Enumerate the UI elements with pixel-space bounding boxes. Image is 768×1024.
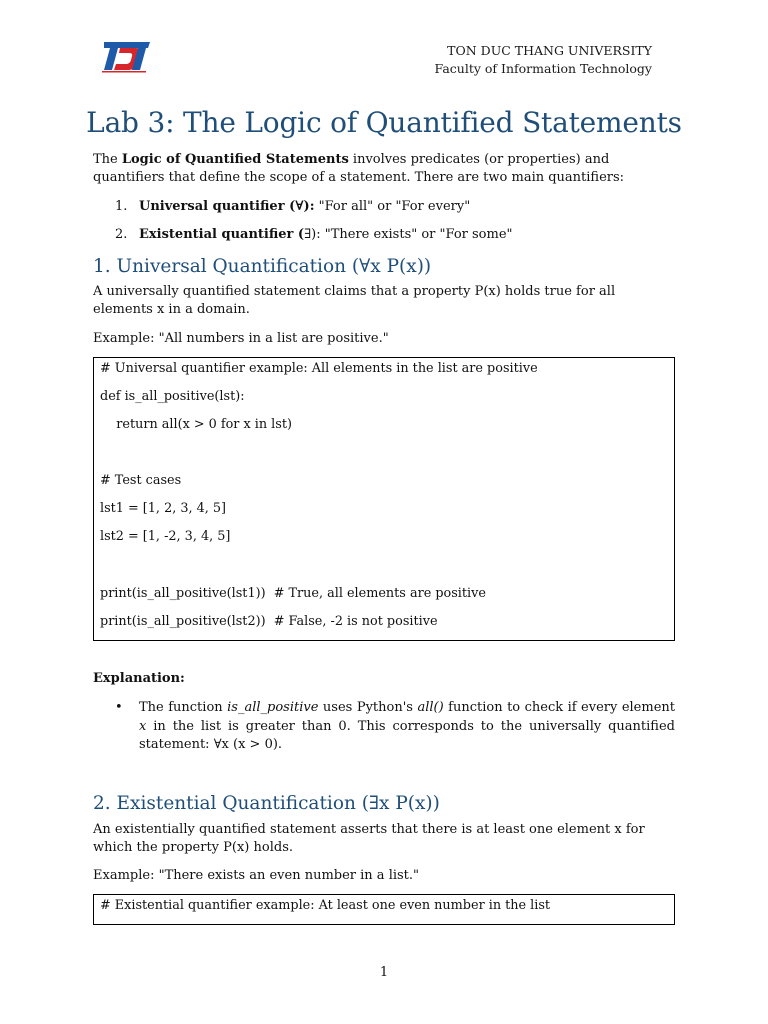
code-line: return all(x > 0 for x in lst) bbox=[100, 417, 292, 432]
intro-pre: The bbox=[93, 152, 122, 167]
bullet-dot: • bbox=[115, 700, 123, 715]
code-line: lst1 = [1, 2, 3, 4, 5] bbox=[100, 501, 227, 516]
intro-paragraph bbox=[93, 151, 675, 187]
university-name: TON DUC THANG UNIVERSITY bbox=[447, 43, 652, 58]
exp-t3: function to check if every element bbox=[443, 700, 675, 715]
code-line: lst2 = [1, -2, 3, 4, 5] bbox=[100, 529, 231, 544]
code-line: # Test cases bbox=[100, 473, 182, 488]
code-block-universal bbox=[93, 357, 675, 641]
list-number: 1. bbox=[115, 199, 128, 214]
exp-t1: The function bbox=[139, 700, 228, 715]
section1-example: Example: "All numbers in a list are positive." bbox=[93, 331, 389, 346]
exp-t4: in the list is greater than 0. This corresponds to the universally quantified statement: ∀x (x > 0). bbox=[139, 718, 675, 752]
list-text: ): "There exists" or "For some" bbox=[311, 227, 513, 242]
list-item-universal bbox=[115, 198, 470, 216]
intro-bold: Logic of Quantified Statements bbox=[121, 152, 349, 167]
section2-heading: 2. Existential Quantification (∃x P(x)) bbox=[93, 793, 440, 814]
code-line: def is_all_positive(lst): bbox=[100, 389, 245, 404]
exp-x: x bbox=[139, 718, 147, 734]
code-line: # Existential quantifier example: At least one even number in the list bbox=[100, 898, 551, 913]
explanation-label: Explanation: bbox=[93, 671, 185, 686]
list-symbol: ∃ bbox=[304, 227, 312, 242]
exp-function-name: is_all_positive bbox=[227, 700, 319, 715]
page-title: Lab 3: The Logic of Quantified Statements bbox=[86, 106, 682, 139]
code-block-existential bbox=[93, 894, 675, 925]
exp-t2: uses Python's bbox=[318, 700, 418, 715]
code-line: # Universal quantifier example: All elements in the list are positive bbox=[100, 361, 538, 376]
list-item-existential bbox=[115, 226, 513, 244]
code-line: print(is_all_positive(lst2)) # False, -2 is not positive bbox=[100, 614, 438, 629]
explanation-text bbox=[139, 699, 675, 755]
faculty-name: Faculty of Information Technology bbox=[434, 61, 652, 76]
tdtu-logo bbox=[98, 40, 152, 74]
code-line: print(is_all_positive(lst1)) # True, all elements are positive bbox=[100, 586, 486, 601]
section2-paragraph: An existentially quantified statement asserts that there is at least one element x for which the property P(x) holds. bbox=[93, 822, 645, 855]
section2-example: Example: "There exists an even number in a list." bbox=[93, 868, 420, 883]
section1-paragraph: A universally quantified statement claims that a property P(x) holds true for all elements x in a domain. bbox=[93, 284, 616, 317]
intro-post: involves predicates (or properties) and quantifiers that define the scope of a statement. There are two main quantifiers: bbox=[93, 152, 625, 185]
exp-all: all() bbox=[417, 700, 444, 715]
page-number: 1 bbox=[379, 965, 389, 980]
list-text: "For all" or "For every" bbox=[314, 199, 471, 214]
header-affiliation bbox=[435, 42, 652, 78]
list-bold: Existential quantifier ( bbox=[139, 227, 305, 242]
list-number: 2. bbox=[115, 227, 128, 242]
section1-heading: 1. Universal Quantification (∀x P(x)) bbox=[93, 256, 432, 277]
list-bold: Universal quantifier (∀): bbox=[139, 199, 315, 214]
